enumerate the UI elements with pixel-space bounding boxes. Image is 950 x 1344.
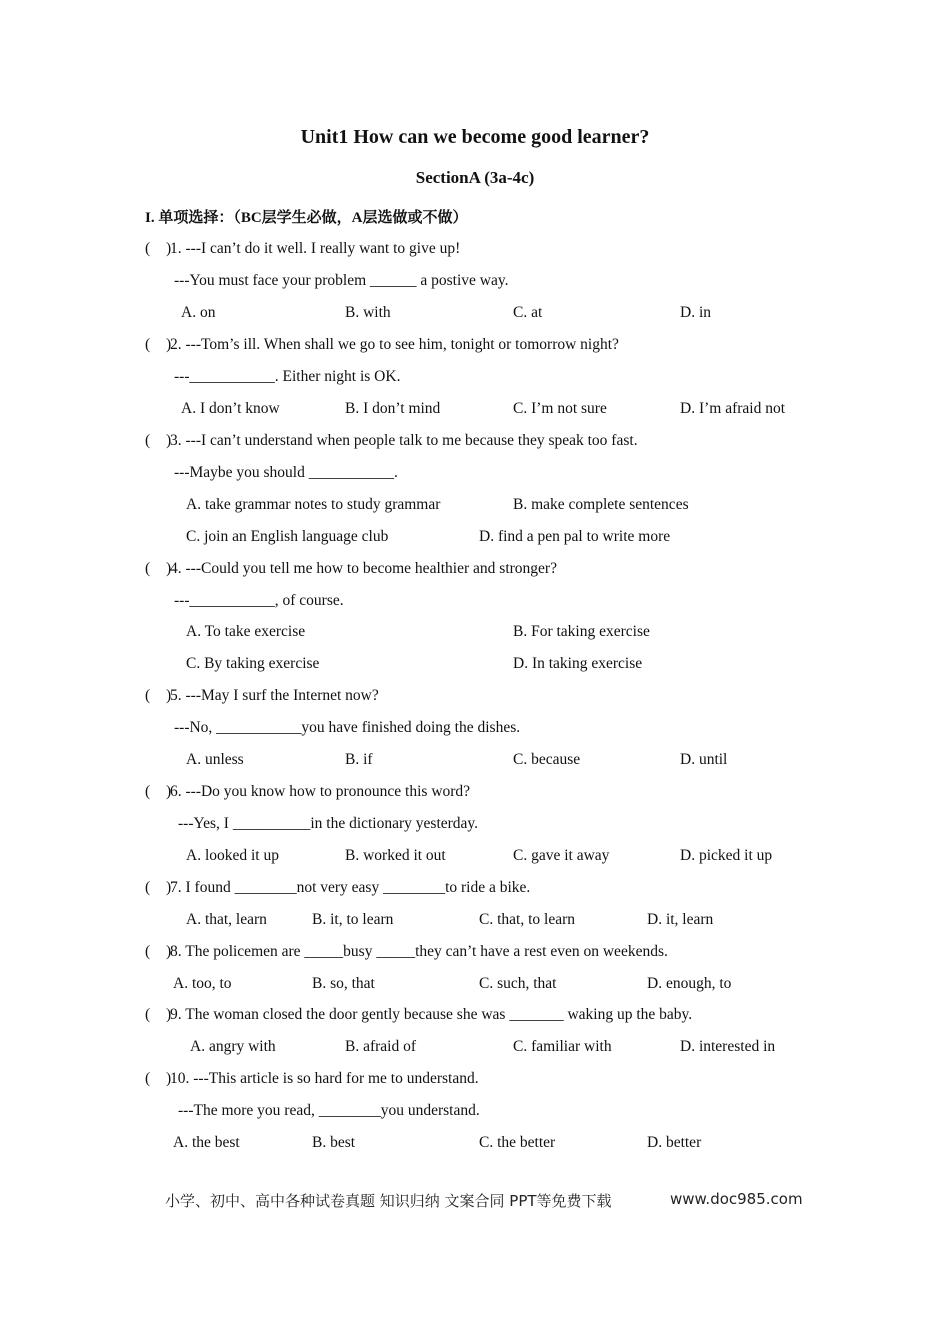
question-text: 10. ---This article is so hard for me to understand. <box>170 1070 479 1087</box>
option-d: D. picked it up <box>680 847 773 864</box>
option-c: C. By taking exercise <box>186 655 320 672</box>
section-heading: I. 单项选择：（BC层学生必做，A层选做或不做） <box>145 210 468 226</box>
option-c: C. at <box>513 304 543 321</box>
question-text: 1. ---I can’t do it well. I really want to give up! <box>170 240 461 257</box>
question-reply: ---The more you read, ________you understand. <box>178 1102 480 1119</box>
question-reply: ---No, ___________you have finished doing the dishes. <box>174 719 521 736</box>
option-b: B. I don’t mind <box>345 400 441 417</box>
option-a: A. angry with <box>190 1038 276 1055</box>
option-b: B. it, to learn <box>312 911 394 928</box>
option-a: A. unless <box>186 751 244 768</box>
answer-paren-close: ) <box>166 943 172 960</box>
option-b: B. so, that <box>312 975 375 992</box>
option-a: A. too, to <box>173 975 232 992</box>
answer-paren-open: ( <box>145 879 151 896</box>
question-text: 3. ---I can’t understand when people talk to me because they speak too fast. <box>170 432 638 449</box>
option-a: A. take grammar notes to study grammar <box>186 496 441 513</box>
answer-paren-close: ) <box>166 879 172 896</box>
question-text: 6. ---Do you know how to pronounce this word? <box>170 783 471 800</box>
footer-link[interactable]: www.doc985.com <box>670 1190 803 1208</box>
option-b: B. worked it out <box>345 847 446 864</box>
question-reply: ---___________, of course. <box>174 592 344 609</box>
answer-paren-open: ( <box>145 943 151 960</box>
answer-paren-open: ( <box>145 432 151 449</box>
option-a: A. I don’t know <box>181 400 280 417</box>
answer-paren-close: ) <box>166 1070 172 1087</box>
option-d: D. In taking exercise <box>513 655 643 672</box>
option-b: B. best <box>312 1134 356 1151</box>
question-reply: ---___________. Either night is OK. <box>174 368 401 385</box>
option-d: D. until <box>680 751 728 768</box>
option-a: A. on <box>181 304 216 321</box>
answer-paren-close: ) <box>166 783 172 800</box>
option-c: C. join an English language club <box>186 528 389 545</box>
option-d: D. interested in <box>680 1038 776 1055</box>
answer-paren-open: ( <box>145 560 151 577</box>
answer-paren-close: ) <box>166 432 172 449</box>
question-reply: ---You must face your problem ______ a postive way. <box>174 272 509 289</box>
answer-paren-close: ) <box>166 336 172 353</box>
question-text: 4. ---Could you tell me how to become healthier and stronger? <box>170 560 557 577</box>
answer-paren-close: ) <box>166 687 172 704</box>
question-text: 9. The woman closed the door gently because she was _______ waking up the baby. <box>170 1006 693 1023</box>
option-d: D. I’m afraid not <box>680 400 786 417</box>
option-d: D. enough, to <box>647 975 732 992</box>
option-b: B. For taking exercise <box>513 623 650 640</box>
option-a: A. looked it up <box>186 847 279 864</box>
option-b: B. with <box>345 304 391 321</box>
option-c: C. that, to learn <box>479 911 575 928</box>
answer-paren-open: ( <box>145 336 151 353</box>
answer-paren-close: ) <box>166 240 172 257</box>
question-text: 5. ---May I surf the Internet now? <box>170 687 379 704</box>
option-b: B. afraid of <box>345 1038 417 1055</box>
option-d: D. find a pen pal to write more <box>479 528 671 545</box>
option-a: A. To take exercise <box>186 623 306 640</box>
option-d: D. better <box>647 1134 702 1151</box>
option-c: C. such, that <box>479 975 557 992</box>
option-c: C. familiar with <box>513 1038 612 1055</box>
answer-paren-open: ( <box>145 1006 151 1023</box>
page-title: Unit1 How can we become good learner? <box>300 126 650 148</box>
question-reply: ---Yes, I __________in the dictionary yesterday. <box>178 815 479 832</box>
question-reply: ---Maybe you should ___________. <box>174 464 398 481</box>
option-c: C. gave it away <box>513 847 610 864</box>
option-c: C. I’m not sure <box>513 400 607 417</box>
answer-paren-close: ) <box>166 560 172 577</box>
question-text: 8. The policemen are _____busy _____they can’t have a rest even on weekends. <box>170 943 668 960</box>
page-subtitle: SectionA (3a-4c) <box>415 168 535 187</box>
question-text: 7. I found ________not very easy ________to ride a bike. <box>170 879 531 896</box>
answer-paren-open: ( <box>145 687 151 704</box>
option-a: A. the best <box>173 1134 240 1151</box>
option-c: C. the better <box>479 1134 556 1151</box>
question-text: 2. ---Tom’s ill. When shall we go to see him, tonight or tomorrow night? <box>170 336 619 353</box>
option-b: B. make complete sentences <box>513 496 689 513</box>
option-a: A. that, learn <box>186 911 267 928</box>
footer-text: 小学、初中、高中各种试卷真题 知识归纳 文案合同 PPT等免费下载 <box>165 1192 612 1210</box>
option-b: B. if <box>345 751 373 768</box>
answer-paren-open: ( <box>145 1070 151 1087</box>
answer-paren-close: ) <box>166 1006 172 1023</box>
option-d: D. in <box>680 304 711 321</box>
answer-paren-open: ( <box>145 240 151 257</box>
answer-paren-open: ( <box>145 783 151 800</box>
option-d: D. it, learn <box>647 911 714 928</box>
option-c: C. because <box>513 751 581 768</box>
